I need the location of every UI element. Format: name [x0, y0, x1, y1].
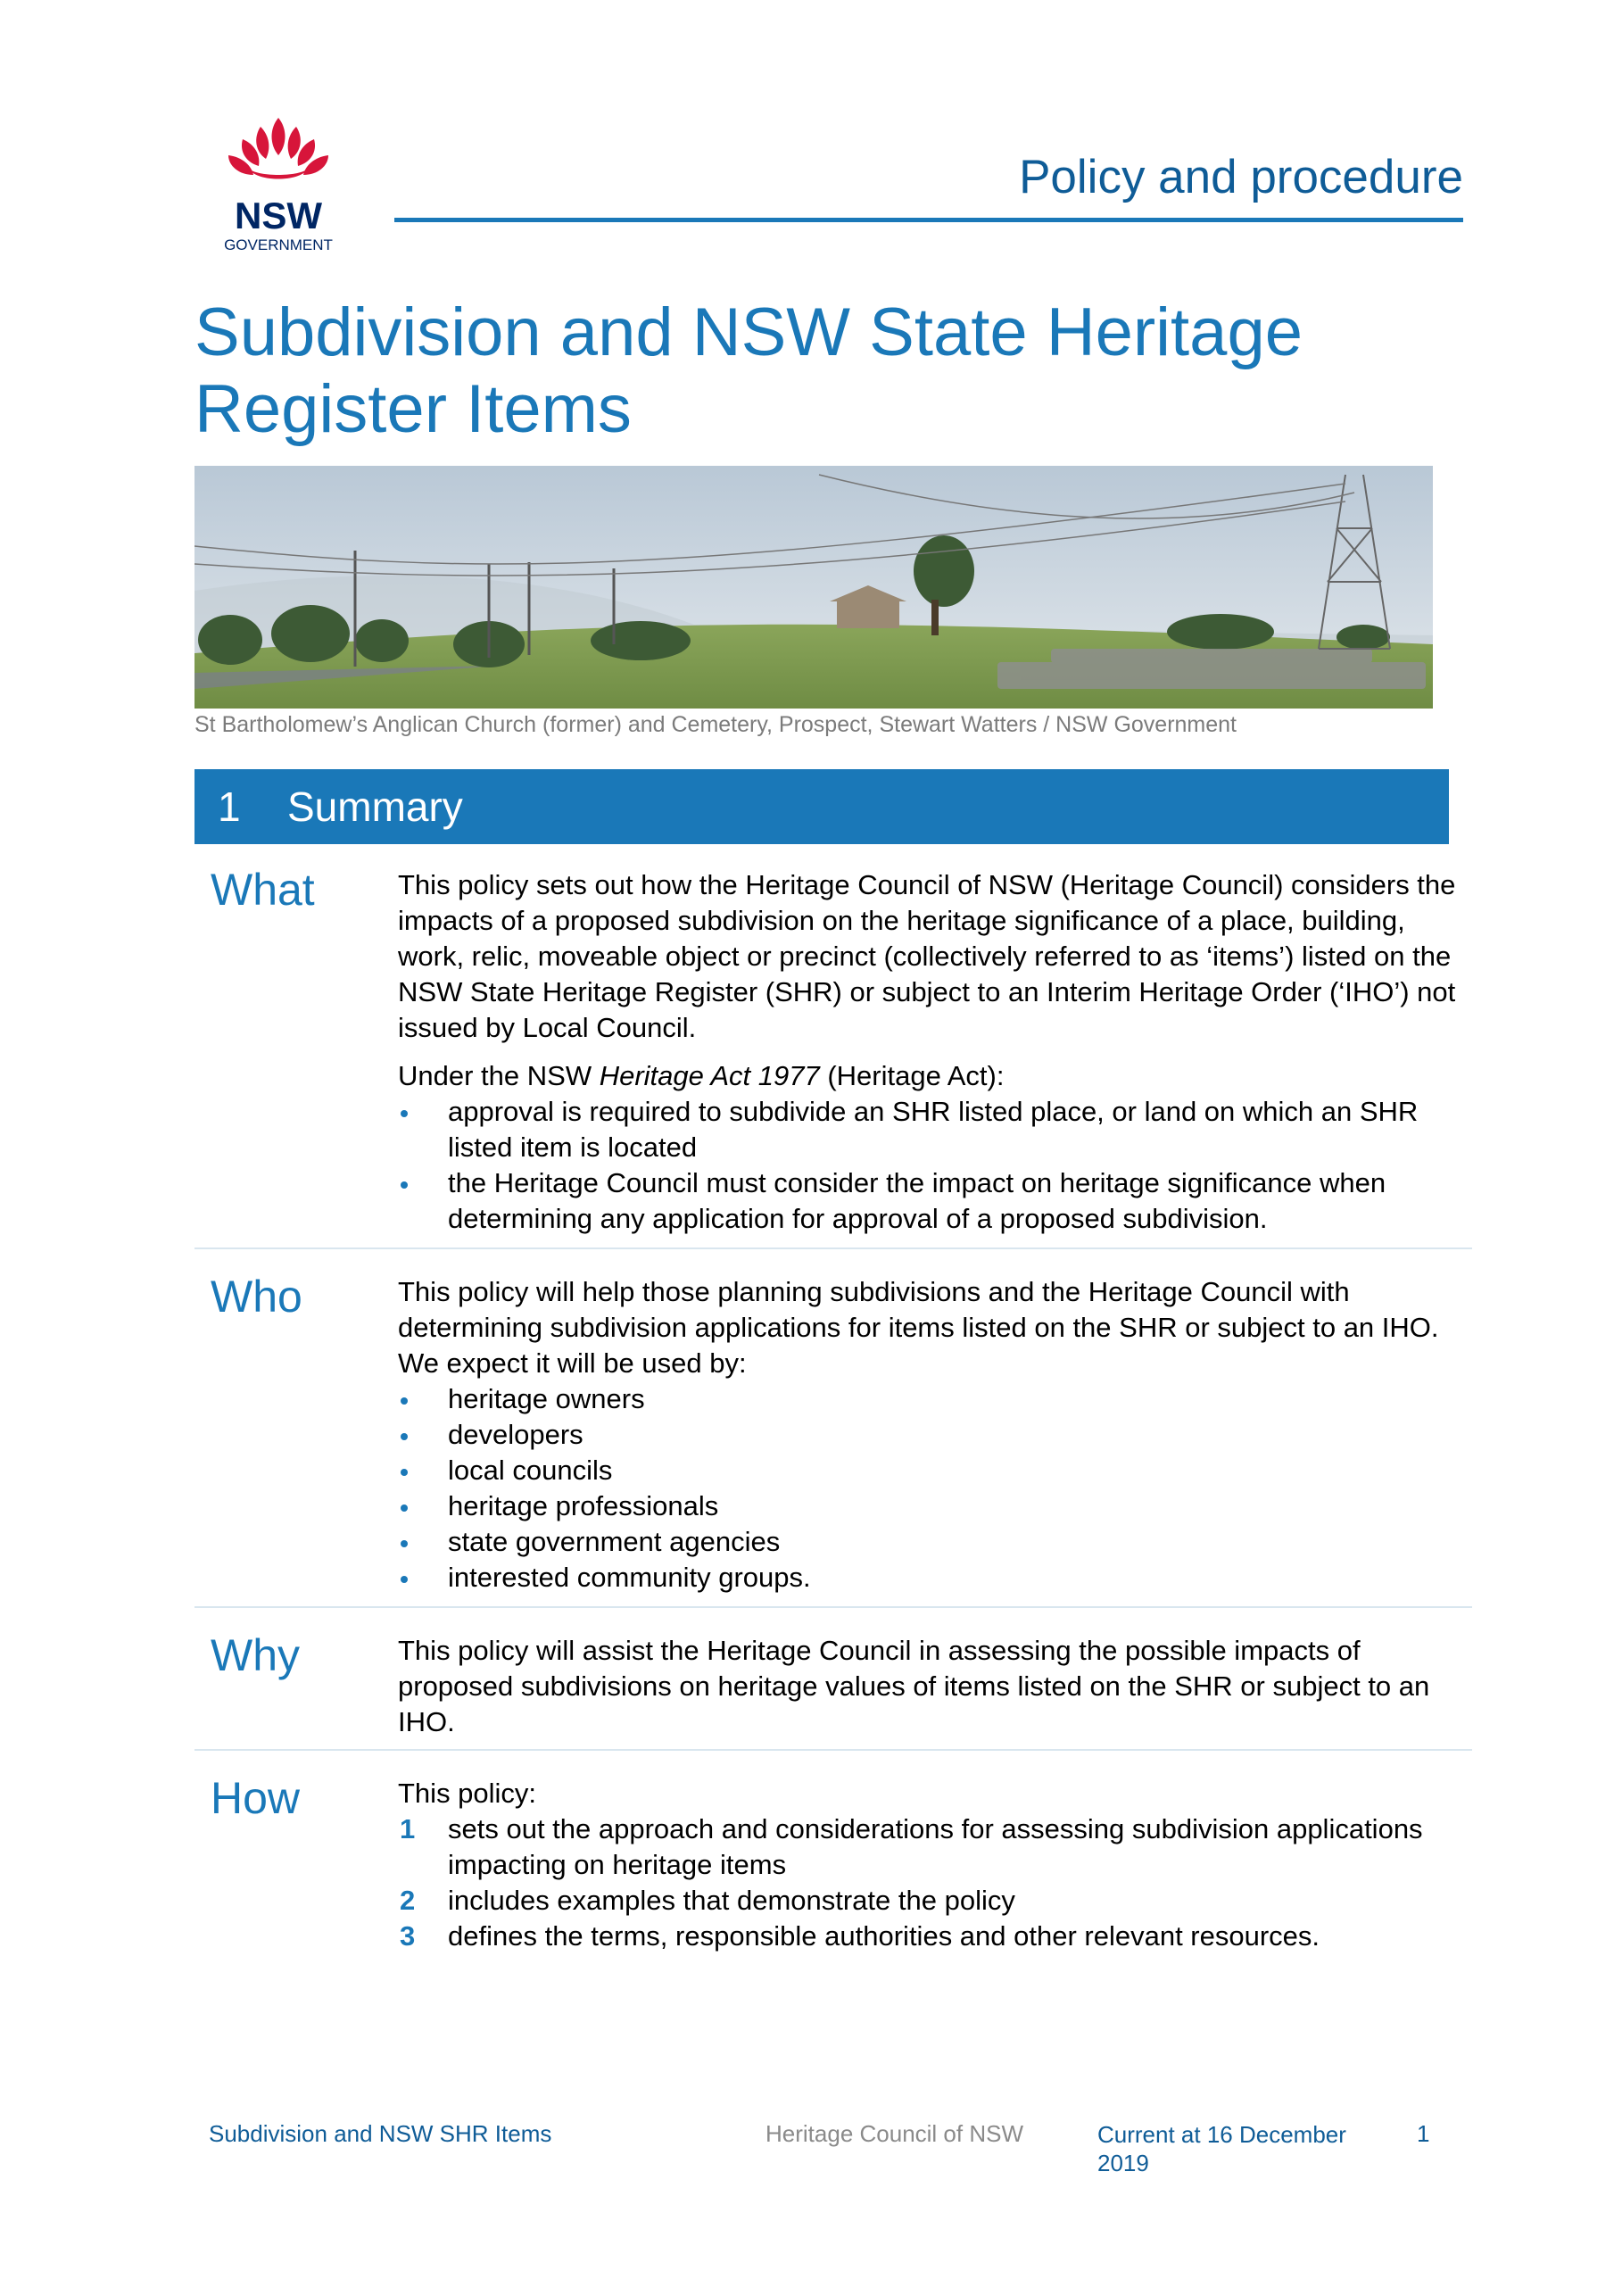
bullet-icon [401, 1397, 408, 1405]
section-header [194, 769, 1449, 844]
bullet-icon [401, 1469, 408, 1476]
what-bullet-list [398, 1094, 1469, 1237]
row-divider [194, 1606, 1472, 1608]
bullet-icon [401, 1110, 408, 1117]
bullet-icon [401, 1576, 408, 1583]
header-divider [394, 218, 1463, 222]
bullet-icon [401, 1181, 408, 1189]
page-number: 1 [1417, 2120, 1430, 2147]
row-divider [194, 1749, 1472, 1751]
why-label: Why [211, 1630, 300, 1680]
list-item: interested community groups. [398, 1560, 1469, 1596]
what-body [398, 867, 1469, 1237]
nsw-government-logo [214, 111, 343, 253]
who-body [398, 1274, 1469, 1596]
row-divider [194, 1247, 1472, 1249]
how-paragraph: This policy: [398, 1778, 537, 1809]
bullet-icon [401, 1433, 408, 1440]
who-label: Who [211, 1272, 302, 1322]
how-body [398, 1776, 1469, 1954]
hero-photo [194, 466, 1433, 709]
list-item: approval is required to subdivide an SHR listed place, or land on which an SHR listed item is located [398, 1094, 1469, 1165]
list-item: 3 defines the terms, responsible authorities and other relevant resources. [400, 1920, 1320, 1952]
list-item: the Heritage Council must consider the impact on heritage significance when determining any application for approval of a proposed subdivision. [398, 1165, 1469, 1237]
what-heritage-act-paragraph: Under the NSW Heritage Act 1977 (Heritage Act): [398, 1060, 1005, 1091]
heritage-act-title: Heritage Act 1977 [599, 1060, 820, 1091]
bullet-icon [401, 1504, 408, 1512]
list-item: heritage owners [398, 1381, 1469, 1417]
who-paragraph: This policy will help those planning subdivisions and the Heritage Council with determining subdivision applications for items listed on the SHR or subject to an IHO. We expect it will be used by: [398, 1276, 1439, 1379]
why-paragraph: This policy will assist the Heritage Council in assessing the possible impacts of proposed subdivisions on heritage values of items listed on the SHR or subject to an IHO. [398, 1635, 1430, 1737]
svg-text:NSW: NSW [235, 195, 322, 236]
list-item: 1 sets out the approach and considerations for assessing subdivision applications impacting on heritage items [400, 1813, 1423, 1880]
footer-publisher: Heritage Council of NSW [765, 2120, 1023, 2147]
section-number: 1 [218, 783, 241, 830]
list-item: developers [398, 1417, 1469, 1453]
what-paragraph: This policy sets out how the Heritage Council of NSW (Heritage Council) considers the impacts of a proposed subdivision on the heritage significance of a place, building, work, relic, moveable object or precinct (collectively referred to as ‘items’) listed on the NSW State Heritage Register (SHR) or subject to an Interim Heritage Order (‘IHO’) not issued by Local Council. [398, 869, 1456, 1043]
list-item: heritage professionals [398, 1488, 1469, 1524]
footer-date: Current at 16 December 2019 [1097, 2121, 1346, 2176]
section-title: Summary [287, 783, 463, 830]
why-body [398, 1633, 1469, 1740]
page-title: Subdivision and NSW State Heritage Register Items [194, 294, 1303, 447]
list-item: state government agencies [398, 1524, 1469, 1560]
list-item: local councils [398, 1453, 1469, 1488]
document-type-heading: Policy and procedure [1019, 151, 1463, 203]
photo-caption: St Bartholomew’s Anglican Church (former) and Cemetery, Prospect, Stewart Watters / NSW Government [194, 712, 1237, 737]
list-item: 2 includes examples that demonstrate the policy [400, 1885, 1015, 1916]
what-label: What [211, 865, 315, 915]
bullet-icon [401, 1540, 408, 1547]
how-label: How [211, 1773, 301, 1823]
svg-text:GOVERNMENT: GOVERNMENT [224, 236, 333, 253]
waratah-icon [228, 118, 328, 179]
footer-document-title: Subdivision and NSW SHR Items [209, 2120, 552, 2147]
who-bullet-list [398, 1381, 1469, 1596]
how-numbered-list [398, 1811, 1469, 1954]
